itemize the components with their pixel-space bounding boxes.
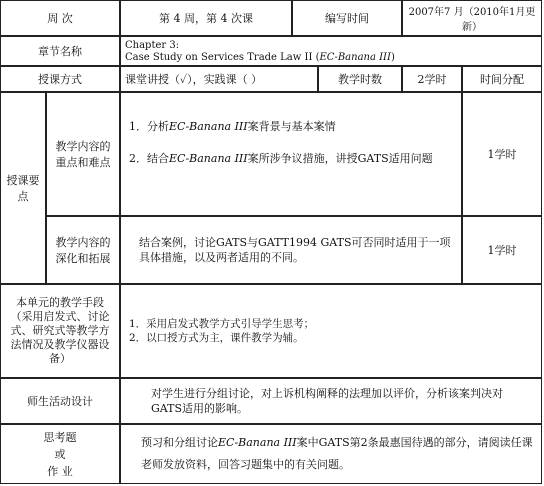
activity-label: 师生活动设计 xyxy=(0,378,120,424)
means-label: 本单元的教学手段（采用启发式、讨论式、研究式等教学方法情况及教学仪器设备） xyxy=(0,284,120,378)
key-item-2: 2．结合EC-Banana III案所涉争议措施，讲授GATS适用问题 xyxy=(129,152,433,165)
activity-content: 对学生进行分组讨论，对上诉机构阐释的法理加以评价，分析该案判决对GATS适用的影响。 xyxy=(120,378,542,424)
chapter-label: 章节名称 xyxy=(0,36,120,66)
homework-label xyxy=(0,424,120,484)
deep-hours: 1学时 xyxy=(462,216,542,284)
deep-content: 结合案例，讨论GATS与GATT1994 GATS可否同时适用于一项具体措施，以及两者适用的不同。 xyxy=(120,216,462,284)
chapter-line2: Case Study on Services Trade Law II (EC-Banana III) xyxy=(125,52,395,63)
method-label: 授课方式 xyxy=(0,66,120,92)
hours-label: 教学时数 xyxy=(318,66,402,92)
week-label: 周 次 xyxy=(0,0,120,36)
teaching-outer-label: 授课要点 xyxy=(0,92,46,284)
homework-label-line1: 思考题 xyxy=(43,430,77,444)
key-content xyxy=(120,92,462,216)
homework-content xyxy=(120,424,542,484)
homework-label-line3: 作 业 xyxy=(47,464,73,478)
hours-value: 2学时 xyxy=(402,66,462,92)
alloc-label: 时间分配 xyxy=(462,66,542,92)
week-value: 第 4 周，第 4 次课 xyxy=(120,0,292,36)
date-value: 2007年7 月（2010年1月更新） xyxy=(402,0,542,36)
means-item-2: 2．以口授方式为主，课件教学为辅。 xyxy=(129,332,304,344)
method-value: 课堂讲授（✓），实践课（ ） xyxy=(120,66,318,92)
date-label: 编写时间 xyxy=(292,0,402,36)
deep-label: 教学内容的深化和拓展 xyxy=(46,216,120,284)
chapter-value xyxy=(120,36,542,66)
means-content xyxy=(120,284,542,378)
key-label: 教学内容的重点和难点 xyxy=(46,92,120,216)
key-hours: 1学时 xyxy=(462,92,542,216)
homework-label-line2: 或 xyxy=(54,447,66,461)
chapter-line1: Chapter 3: xyxy=(125,40,180,51)
key-item-1: 1．分析EC-Banana III案背景与基本案情 xyxy=(129,120,336,133)
homework-text: 预习和分组讨论EC-Banana III案中GATS第2条最惠国待遇的部分，请阅读任课老师发放资料，回答习题集中的有关问题。 xyxy=(141,436,533,471)
means-item-1: 1．采用启发式教学方式引导学生思考； xyxy=(129,318,315,330)
